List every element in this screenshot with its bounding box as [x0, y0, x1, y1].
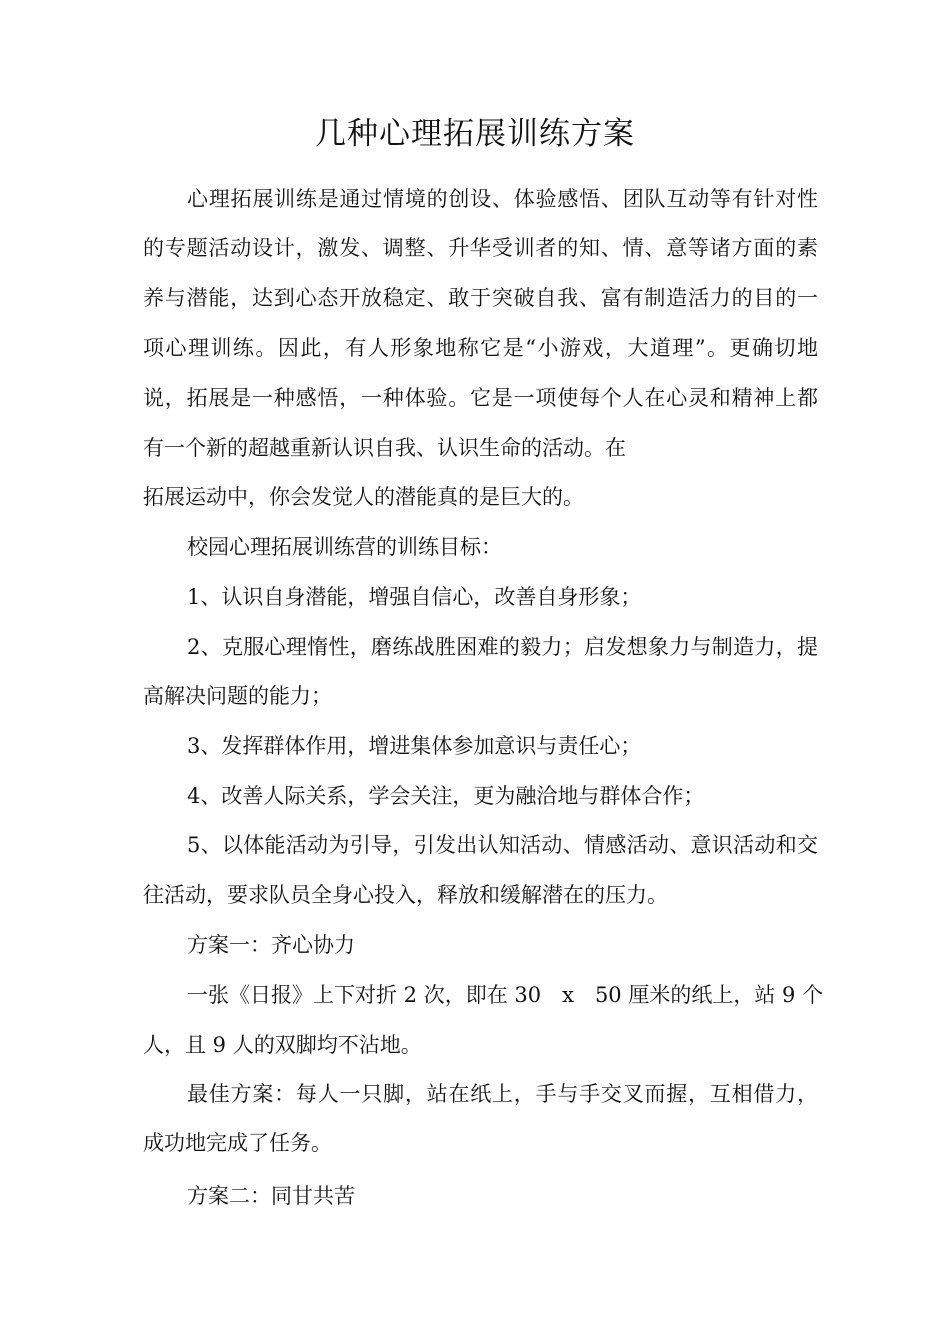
paragraph-line: 人，且 9 人的双脚均不沾地。 [143, 1033, 422, 1057]
paragraph-line: 成功地完成了任务。 [143, 1131, 332, 1155]
paragraph-line: 养与潜能，达到心态开放稳定、敢于突破自我、富有制造活力的目的一 [143, 286, 818, 310]
paragraph-line: 说，拓展是一种感悟，一种体验。它是一项使每个人在心灵和精神上都 [143, 386, 818, 410]
list-item: 4、改善人际关系，学会关注，更为融洽地与群体合作； [187, 784, 705, 808]
list-item: 2、克服心理惰性，磨练战胜困难的毅力；启发想象力与制造力，提 [187, 635, 818, 659]
list-item: 1、认识自身潜能，增强自信心，改善自身形象； [187, 585, 642, 609]
paragraph-line: 一张《日报》上下对折 2 次，即在 30 x 50 厘米的纸上，站 9 个 [187, 983, 824, 1007]
document-title: 几种心理拓展训练方案 [315, 116, 635, 152]
paragraph-line: 项心理训练。因此，有人形象地称它是“小游戏，大道理”。更确切地 [143, 336, 818, 360]
plan-heading: 方案一：齐心协力 [187, 933, 355, 957]
list-item: 3、发挥群体作用，增进集体参加意识与责任心； [187, 734, 642, 758]
list-item-continuation: 高解决问题的能力； [143, 684, 332, 708]
list-item: 5、以体能活动为引导，引发出认知活动、情感活动、意识活动和交 [187, 833, 818, 857]
paragraph-line: 心理拓展训练是通过情境的创设、体验感悟、团队互动等有针对性 [187, 187, 818, 211]
paragraph-line: 有一个新的超越重新认识自我、认识生命的活动。在 [143, 436, 626, 460]
paragraph-line: 拓展运动中，你会发觉人的潜能真的是巨大的。 [143, 485, 584, 509]
paragraph-line: 最佳方案：每人一只脚，站在纸上，手与手交叉而握，互相借力， [187, 1082, 818, 1106]
section-heading: 校园心理拓展训练营的训练目标： [187, 535, 502, 559]
plan-heading: 方案二：同甘共苦 [187, 1184, 355, 1208]
paragraph-line: 的专题活动设计，激发、调整、升华受训者的知、情、意等诸方面的素 [143, 236, 818, 260]
list-item-continuation: 往活动，要求队员全身心投入，释放和缓解潜在的压力。 [143, 883, 668, 907]
